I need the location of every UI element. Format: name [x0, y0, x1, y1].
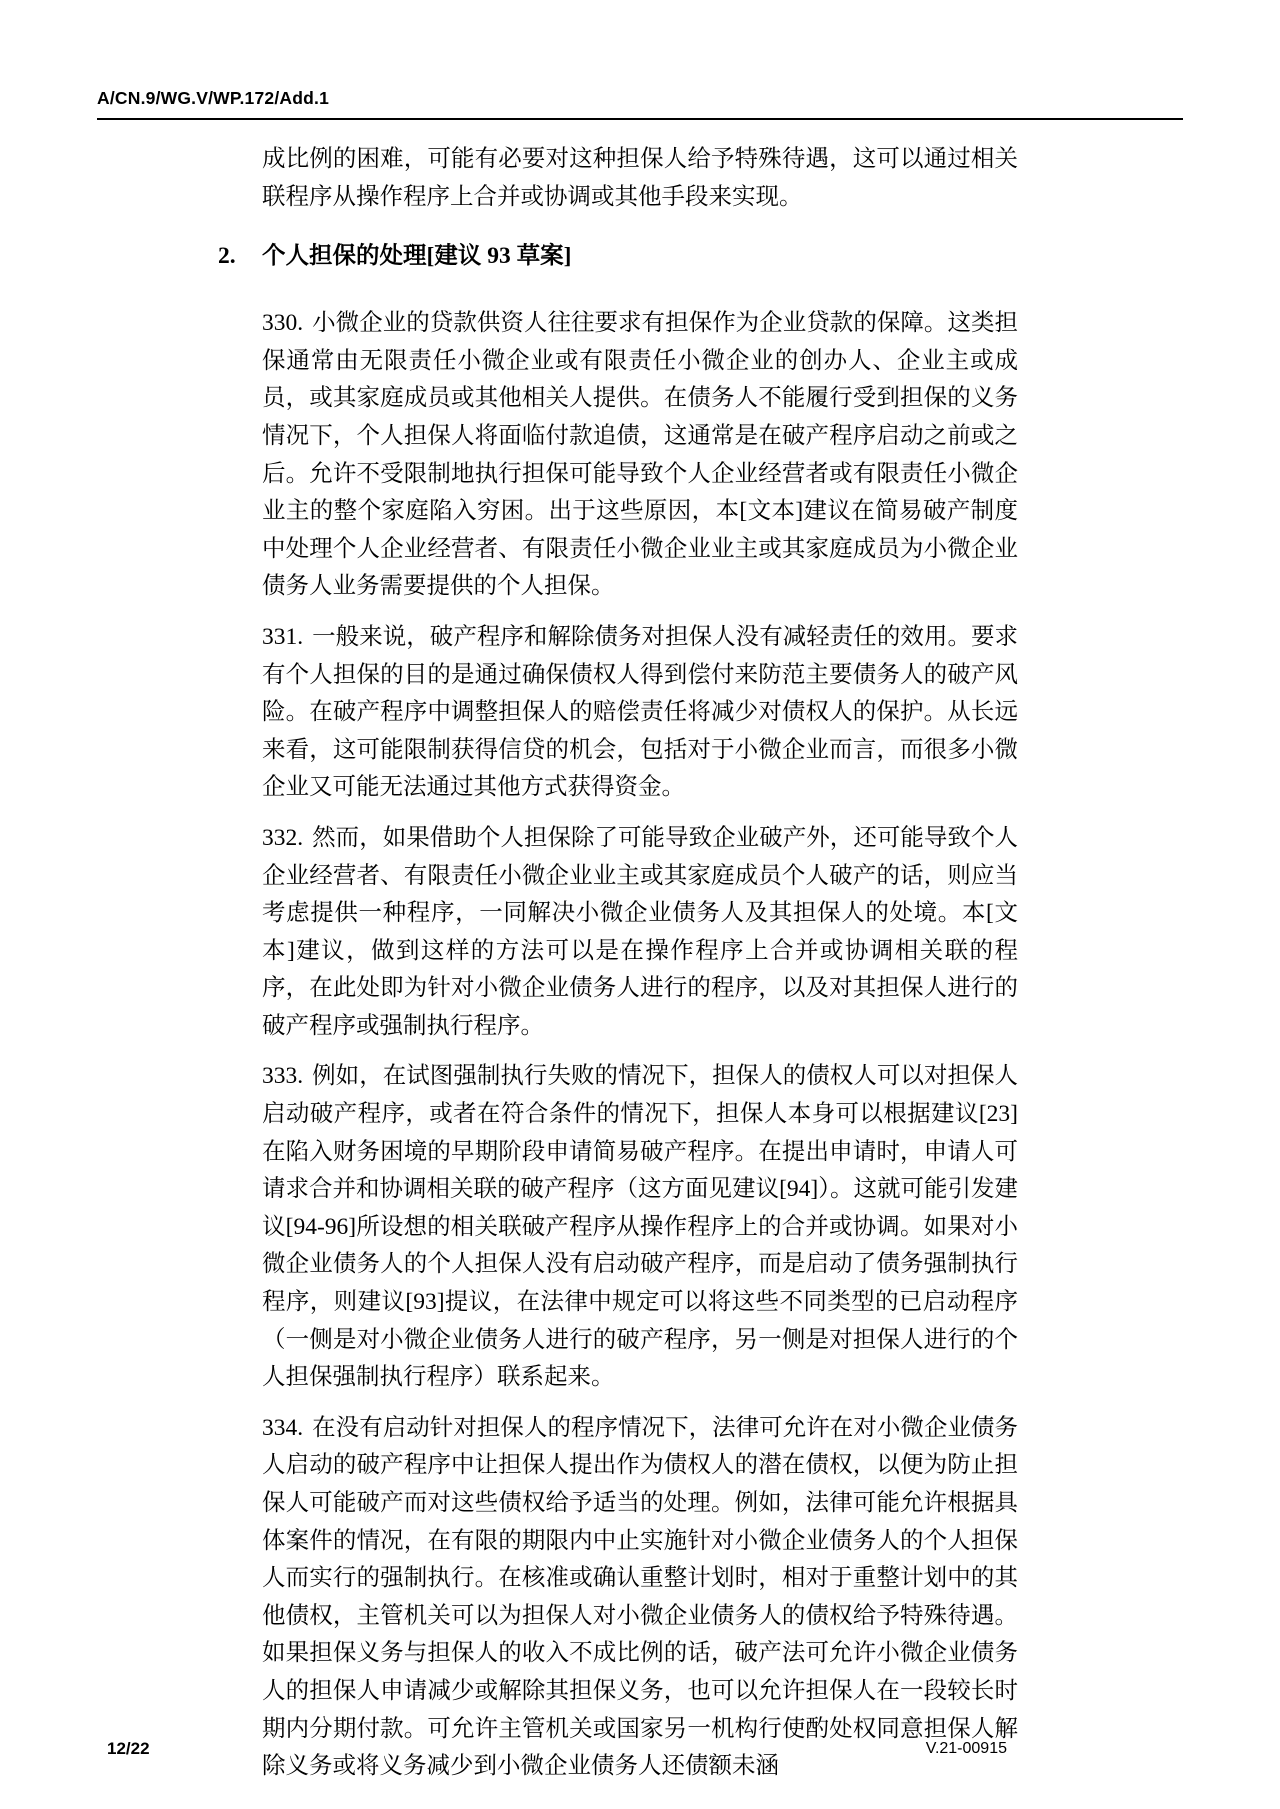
paragraph-text: 例如，在试图强制执行失败的情况下，担保人的债权人可以对担保人启动破产程序，或者在符合条件的情况下，担保人本身可以根据建议[23]在陷入财务困境的早期阶段申请简易破产程序。在提出申请时，申请人可请求合并和协调相关联的破产程序（这方面见建议[94]）。这就可能引发建议[94-96]所设想的相关联破产程序从操作程序上的合并或协调。如果对小微企业债务人的个人担保人没有启动破产程序，而是启动了债务强制执行程序，则建议[93]提议，在法律中规定可以将这些不同类型的已启动程序（一侧是对小微企业债务人进行的破产程序，另一侧是对担保人进行的个人担保强制执行程序）联系起来。: [262, 1063, 1018, 1391]
paragraph-number: 334.: [262, 1414, 304, 1441]
section-title: 个人担保的处理[建议 93 草案]: [262, 243, 572, 270]
continuation-paragraph: 成比例的困难，可能有必要对这种担保人给予特殊待遇，这可以通过相关联程序从操作程序上合并或协调或其他手段来实现。: [262, 146, 1018, 210]
document-header: [97, 88, 1183, 120]
section-number: 2.: [218, 243, 236, 270]
paragraph-number: 330.: [262, 310, 304, 337]
paragraph-334: [262, 1410, 1018, 1786]
document-symbol: A/CN.9/WG.V/WP.172/Add.1: [97, 88, 330, 108]
paragraph-331: [262, 619, 1018, 807]
paragraph-332: [262, 820, 1018, 1046]
document-body: [218, 141, 1018, 1786]
paragraph-text: 然而，如果借助个人担保除了可能导致企业破产外，还可能导致个人企业经营者、有限责任小微企业业主或其家庭成员个人破产的话，则应当考虑提供一种程序，一同解决小微企业债务人及其担保人的处境。本[文本]建议，做到这样的方法可以是在操作程序上合并或协调相关联的程序，在此处即为针对小微企业债务人进行的程序，以及对其担保人进行的破产程序或强制执行程序。: [262, 824, 1018, 1039]
paragraph-number: 333.: [262, 1063, 304, 1090]
footer-job-number: V.21-00915: [925, 1740, 1007, 1757]
section-heading: [218, 237, 1018, 275]
paragraph-text: 在没有启动针对担保人的程序情况下，法律可允许在对小微企业债务人启动的破产程序中让担保人提出作为债权人的潜在债权，以便为防止担保人可能破产而对这些债权给予适当的处理。例如，法律可能允许根据具体案件的情况，在有限的期限内中止实施针对小微企业债务人的个人担保人而实行的强制执行。在核准或确认重整计划时，相对于重整计划中的其他债权，主管机关可以为担保人对小微企业债务人的债权给予特殊待遇。如果担保义务与担保人的收入不成比例的话，破产法可允许小微企业债务人的担保人申请减少或解除其担保义务，也可以允许担保人在一段较长时期内分期付款。可允许主管机关或国家另一机构行使酌处权同意担保人解除义务或将义务减少到小微企业债务人还债额未涵: [262, 1414, 1018, 1780]
paragraph-330: [262, 305, 1018, 606]
paragraph-number: 332.: [262, 824, 304, 851]
footer-page-number: 12/22: [107, 1739, 150, 1758]
paragraph-text: 一般来说，破产程序和解除债务对担保人没有减轻责任的效用。要求有个人担保的目的是通过确保债权人得到偿付来防范主要债务人的破产风险。在破产程序中调整担保人的赔偿责任将减少对债权人的保护。从长远来看，这可能限制获得信贷的机会，包括对于小微企业而言，而很多小微企业又可能无法通过其他方式获得资金。: [262, 623, 1018, 801]
paragraph-text: 小微企业的贷款供资人往往要求有担保作为企业贷款的保障。这类担保通常由无限责任小微企业或有限责任小微企业的创办人、企业主或成员，或其家庭成员或其他相关人提供。在债务人不能履行受到担保的义务情况下，个人担保人将面临付款追债，这通常是在破产程序启动之前或之后。允许不受限制地执行担保可能导致个人企业经营者或有限责任小微企业主的整个家庭陷入穷困。出于这些原因，本[文本]建议在简易破产制度中处理个人企业经营者、有限责任小微企业业主或其家庭成员为小微企业债务人业务需要提供的个人担保。: [262, 310, 1018, 600]
paragraph-333: [262, 1058, 1018, 1396]
paragraph-number: 331.: [262, 623, 304, 650]
